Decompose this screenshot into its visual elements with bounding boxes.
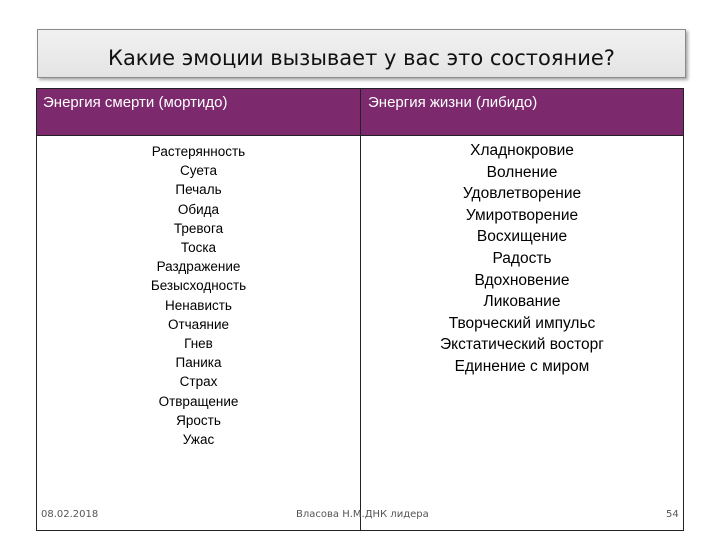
emotion-item: Суета (180, 163, 217, 179)
header-mortido: Энергия смерти (мортидо) (43, 94, 228, 111)
emotion-item: Ужас (182, 432, 215, 448)
emotion-item: Гнев (184, 336, 213, 352)
emotion-item: Творческий импульс (448, 314, 596, 332)
emotion-item: Вдохновение (474, 271, 570, 289)
emotion-item: Ликование (483, 293, 561, 311)
emotion-item: Растерянность (151, 144, 246, 159)
header-libido: Энергия жизни (либидо) (368, 94, 538, 111)
footer-author: Власова Н.М.ДНК лидера (296, 509, 429, 520)
emotion-item: Страх (179, 374, 218, 390)
emotion-item: Единение с миром (454, 357, 590, 375)
emotion-item: Радость (492, 249, 552, 267)
emotion-item: Волнение (486, 163, 558, 181)
emotion-item: Обида (177, 201, 220, 217)
emotion-item: Печаль (175, 182, 222, 198)
emotion-item: Отвращение (158, 393, 239, 409)
emotion-item: Отчаяние (167, 316, 230, 332)
emotion-item: Тревога (173, 220, 224, 236)
slide-title: Какие эмоции вызывает у вас это состояние? (108, 45, 615, 70)
emotion-item: Раздражение (156, 259, 241, 275)
libido-emotions-list (361, 140, 683, 378)
emotion-item: Тоска (180, 240, 217, 256)
footer-page-number: 54 (666, 509, 679, 520)
emotion-item: Восхищение (476, 228, 568, 246)
emotion-item: Ненависть (165, 297, 232, 313)
emotion-item: Паника (175, 355, 222, 371)
emotion-item: Удовлетворение (462, 185, 582, 203)
emotion-item: Ярость (176, 412, 221, 428)
emotion-item: Умиротворение (465, 206, 579, 224)
footer-date: 08.02.2018 (41, 509, 99, 520)
title-banner (37, 29, 686, 78)
emotion-item: Безысходность (150, 278, 247, 294)
emotions-table (36, 88, 684, 531)
emotion-item: Экстатический восторг (440, 336, 604, 354)
emotion-item: Хладнокровие (470, 142, 574, 159)
mortido-emotions-list (37, 142, 360, 449)
